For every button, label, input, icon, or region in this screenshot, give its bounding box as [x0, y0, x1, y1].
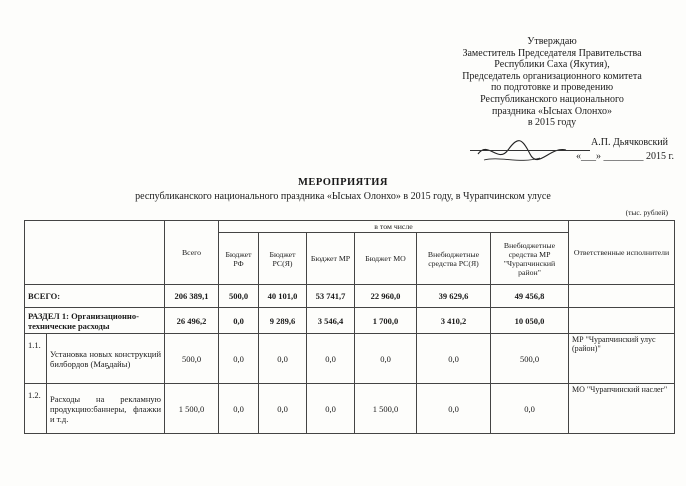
approval-line: Утверждаю — [527, 36, 577, 47]
header-ext-rs: Внебюджетные средства РС(Я) — [417, 233, 491, 285]
cell-total: 26 496,2 — [165, 308, 219, 334]
cell-resp: МО "Чурапчинский наслег" — [569, 384, 675, 434]
row-name: ВСЕГО: — [25, 285, 165, 308]
approval-line: Заместитель Председателя Правительства — [462, 47, 642, 59]
cell-rf: 0,0 — [219, 334, 259, 384]
approval-date: «___» ________ 2015 г. — [576, 151, 674, 162]
cell-rs: 0,0 — [259, 384, 307, 434]
cell-mr: 0,0 — [307, 334, 355, 384]
cell-rs: 40 101,0 — [259, 285, 307, 308]
row-name: Установка новых конструкций билбордов (Мaҕдайы) — [47, 334, 165, 384]
table-row — [25, 384, 675, 434]
cell-total: 206 389,1 — [165, 285, 219, 308]
header-rf: Бюджет РФ — [219, 233, 259, 285]
cell-ext-rs: 0,0 — [417, 334, 491, 384]
approval-line: праздника «Ысыах Олонхо» — [492, 105, 612, 117]
header-rs: Бюджет РС(Я) — [259, 233, 307, 285]
table-row — [25, 334, 675, 384]
approval-block — [432, 36, 672, 129]
cell-mo: 22 960,0 — [355, 285, 417, 308]
cell-total: 500,0 — [165, 334, 219, 384]
cell-rs: 0,0 — [259, 334, 307, 384]
cell-ext-rs: 39 629,6 — [417, 285, 491, 308]
approval-line: Председатель организационного комитета — [462, 70, 642, 82]
cell-rf: 0,0 — [219, 308, 259, 334]
row-name: РАЗДЕЛ 1: Организационно-технические расходы — [25, 308, 165, 334]
header-row — [25, 221, 675, 233]
row-index: 1.2. — [25, 384, 47, 434]
row-index: 1.1. — [25, 334, 47, 384]
cell-ext-mr: 0,0 — [491, 384, 569, 434]
cell-rs: 9 289,6 — [259, 308, 307, 334]
table-row — [25, 308, 675, 334]
header-mo: Бюджет МО — [355, 233, 417, 285]
approval-line: Республиканского национального — [480, 93, 624, 105]
approval-line: Республики Саха (Якутия), — [494, 59, 610, 71]
header-ext-mr: Внебюджетные средства МР "Чурапчинский район" — [491, 233, 569, 285]
cell-total: 1 500,0 — [165, 384, 219, 434]
row-name: Расходы на рекламную продукцию:баннеры, флажки и т.д. — [47, 384, 165, 434]
cell-mr: 0,0 — [307, 384, 355, 434]
cell-rf: 500,0 — [219, 285, 259, 308]
units-label: (тыс. рублей) — [625, 208, 668, 217]
table-row — [25, 285, 675, 308]
cell-mo: 1 500,0 — [355, 384, 417, 434]
cell-mr: 3 546,4 — [307, 308, 355, 334]
header-group: в том числе — [219, 221, 569, 233]
cell-resp — [569, 308, 675, 334]
cell-ext-mr: 500,0 — [491, 334, 569, 384]
cell-mo: 1 700,0 — [355, 308, 417, 334]
document-title: МЕРОПРИЯТИЯ — [297, 177, 389, 188]
cell-mr: 53 741,7 — [307, 285, 355, 308]
cell-resp — [569, 285, 675, 308]
header-resp: Ответственные исполнители — [569, 221, 675, 285]
approval-line: по подготовке и проведению — [490, 82, 614, 94]
cell-mo: 0,0 — [355, 334, 417, 384]
cell-rf: 0,0 — [219, 384, 259, 434]
budget-table — [24, 220, 675, 434]
cell-ext-mr: 10 050,0 — [491, 308, 569, 334]
signer-name: А.П. Дьячковский — [591, 137, 668, 148]
approval-line: в 2015 году — [527, 117, 577, 129]
header-empty — [25, 221, 165, 285]
document-subtitle: республиканского национального праздника «Ысыах Олонхо» в 2015 году, в Чурапчинском улусе — [135, 191, 551, 202]
header-total: Всего — [165, 221, 219, 285]
cell-ext-rs: 3 410,2 — [417, 308, 491, 334]
cell-resp: МР "Чурапчинский улус (район)" — [569, 334, 675, 384]
header-mr: Бюджет МР — [307, 233, 355, 285]
cell-ext-rs: 0,0 — [417, 384, 491, 434]
cell-ext-mr: 49 456,8 — [491, 285, 569, 308]
